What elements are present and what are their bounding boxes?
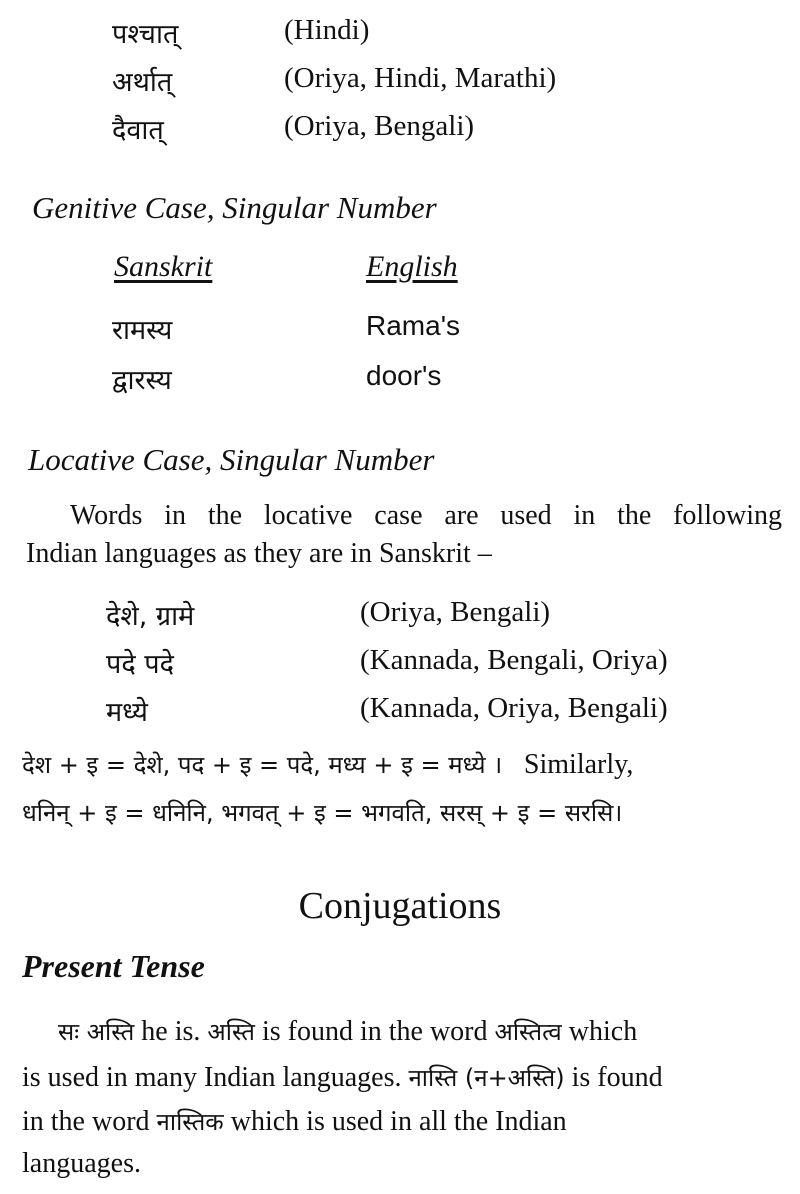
english-text: is used in many Indian languages. xyxy=(22,1062,409,1093)
devanagari-term: अस्ति xyxy=(207,1018,255,1046)
paragraph-line xyxy=(22,1056,663,1100)
page-title: Conjugations xyxy=(298,885,502,927)
sanskrit-word: मध्ये xyxy=(106,697,148,728)
language-list: (Kannada, Bengali, Oriya) xyxy=(360,644,668,676)
english-text: which is used in all the Indian xyxy=(223,1106,567,1137)
language-list: (Oriya, Bengali) xyxy=(360,596,551,628)
column-header-english: English xyxy=(366,250,458,283)
derivation-english: Similarly, xyxy=(523,749,634,780)
derivation-devanagari: देश + इ = देशे, पद + इ = पदे, मध्य + इ = मध्ये । xyxy=(22,751,503,779)
paragraph-line: languages. xyxy=(22,1148,141,1179)
devanagari-term: अस्तित्व xyxy=(494,1018,562,1046)
english-text: in the word xyxy=(22,1106,157,1137)
sanskrit-word: अर्थात् xyxy=(112,67,173,98)
devanagari-term: नास्तिक xyxy=(156,1108,224,1136)
sanskrit-word: रामस्य xyxy=(112,315,173,346)
section-heading-genitive: Genitive Case, Singular Number xyxy=(32,190,437,225)
sanskrit-word: पश्चात् xyxy=(112,19,179,50)
english-text: he is. xyxy=(134,1016,208,1047)
section-heading-locative: Locative Case, Singular Number xyxy=(28,442,435,477)
english-text: is found in the word xyxy=(254,1016,495,1047)
derivation-line xyxy=(22,748,633,781)
language-list: (Oriya, Hindi, Marathi) xyxy=(284,62,557,94)
english-text: is found xyxy=(564,1062,663,1093)
paragraph-line: Indian languages as they are in Sanskrit – xyxy=(26,538,492,569)
language-list: (Hindi) xyxy=(284,14,370,46)
derivation-line: धनिन् + इ = धनिनि, भगवत् + इ = भगवति, सरस् + इ = सरसि। xyxy=(22,799,623,827)
subsection-heading: Present Tense xyxy=(22,948,205,984)
paragraph-line xyxy=(22,1100,567,1144)
sanskrit-word: द्वारस्य xyxy=(112,365,172,396)
language-list: (Oriya, Bengali) xyxy=(284,110,475,142)
devanagari-term: सः अस्ति xyxy=(58,1018,135,1046)
paragraph-line xyxy=(58,1010,637,1054)
sanskrit-word: देशे, ग्रामे xyxy=(106,601,195,632)
paragraph-line: Words in the locative case are used in the following xyxy=(70,500,782,531)
english-word: Rama's xyxy=(366,310,461,341)
sanskrit-word: दैवात् xyxy=(112,115,164,146)
sanskrit-word: पदे पदे xyxy=(106,649,174,680)
devanagari-term: नास्ति (न+अस्ति) xyxy=(408,1064,565,1092)
english-text: which xyxy=(561,1016,638,1047)
language-list: (Kannada, Oriya, Bengali) xyxy=(360,692,668,724)
english-word: door's xyxy=(366,360,442,391)
column-header-sanskrit: Sanskrit xyxy=(114,250,213,283)
